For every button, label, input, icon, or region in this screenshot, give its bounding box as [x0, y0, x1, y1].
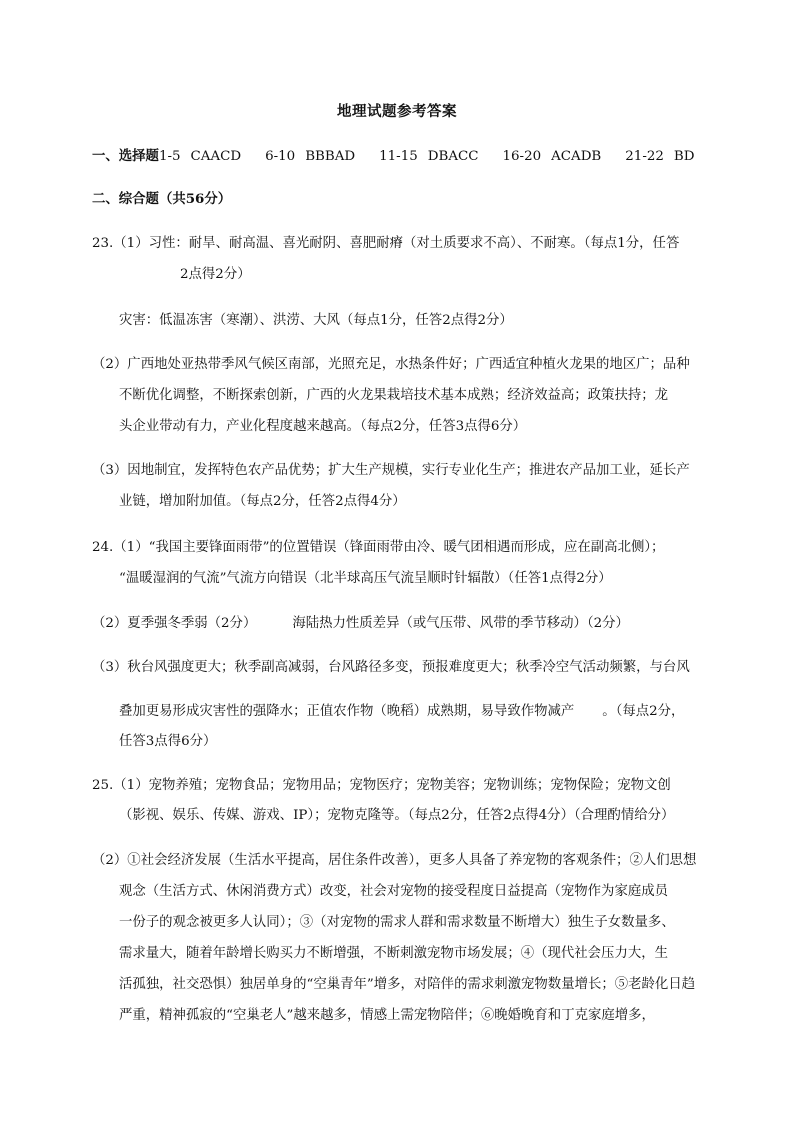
- q23-line: （3）因地制宜，发挥特色农产品优势；扩大生产规模，实行专业化生产；推进农产品加工业，延长产: [92, 463, 690, 478]
- group-answers: CAACD: [190, 149, 242, 164]
- q24-2b: 海陆热力性质差异（或气压带、风带的季节移动）（2分）: [292, 616, 629, 631]
- q25-line: （影视、娱乐、传媒、游戏、IP）；宠物克隆等。（每点2分，任答2点得4分）（合理酌情给分）: [119, 808, 675, 823]
- q23-line: 业链，增加附加值。（每点2分，任答2点得4分）: [119, 494, 406, 509]
- group-range: 16-20: [502, 149, 542, 164]
- q23-line: 灾害：低温冻害（寒潮）、洪涝、大风（每点1分，任答2点得2分）: [119, 313, 513, 328]
- q25-line: 严重，精神孤寂的“空巢老人”越来越多，情感上需宠物陪伴；⑥晚婚晚育和丁克家庭增多，: [119, 1008, 655, 1023]
- q24-line: 24.（1）“我国主要锋面雨带”的位置错误（锋面雨带由冷、暖气团相遇而形成，应在副高北侧）；: [92, 540, 665, 555]
- q25-line: （2）①社会经济发展（生活水平提高，居住条件改善），更多人具备了养宠物的客观条件；②人们思想: [92, 853, 697, 868]
- q23-line: 2点得2分）: [180, 267, 251, 282]
- q24-line: （3）秋台风强度更大；秋季副高减弱，台风路径多变，预报难度更大；秋季冷空气活动频繁，与台风: [92, 660, 690, 675]
- group-range: 11-15: [379, 149, 418, 164]
- page-title: 地理试题参考答案: [337, 103, 457, 120]
- q24-3a: 叠加更易形成灾害性的强降水；正值农作物（晚稻）成熟期，易导致作物减产: [119, 704, 575, 719]
- q23-line: （2）广西地处亚热带季风气候区南部，光照充足，水热条件好；广西适宜种植火龙果的地区广；品种: [92, 357, 690, 372]
- group-answers: ACADB: [551, 149, 602, 164]
- q24-2a: （2）夏季强冬季弱（2分）: [92, 616, 257, 631]
- group-answers: BBBAD: [305, 149, 356, 164]
- section1-heading: 一、选择题: [92, 148, 159, 164]
- q25-line: 一份子的观念被更多人认同）；③（对宠物的需求人群和需求数量不断增大）独生子女数量多、: [119, 915, 675, 930]
- choice-answers-row: [92, 147, 694, 166]
- q23-line: 不断优化调整，不断探索创新，广西的火龙果栽培技术基本成熟；经济效益高；政策扶持；龙: [119, 388, 669, 403]
- q25-line: 活孤独，社交恐惧）独居单身的“空巢青年”增多，对陪伴的需求刺激宠物数量增长；⑤老龄化日趋: [119, 977, 696, 992]
- section2-heading: 二、综合题（共56分）: [92, 191, 232, 207]
- q25-line: 观念（生活方式、休闲消费方式）改变，社会对宠物的接受程度日益提高（宠物作为家庭成员: [119, 884, 669, 899]
- group-range: 1-5: [158, 149, 181, 164]
- q24-3b: 。（每点2分，: [602, 704, 685, 719]
- q24-line: 任答3点得6分）: [119, 734, 217, 749]
- group-answers: BD: [673, 149, 695, 164]
- q25-line: 25.（1）宠物养殖；宠物食品；宠物用品；宠物医疗；宠物美容；宠物训练；宠物保险；宠物文创: [92, 778, 671, 793]
- group-range: 6-10: [265, 149, 296, 164]
- group-range: 21-22: [625, 149, 664, 164]
- q24-line: [92, 615, 629, 633]
- group-answers: DBACC: [427, 149, 479, 164]
- q23-line: 头企业带动有力，产业化程度越来越高。（每点2分，任答3点得6分）: [119, 419, 527, 434]
- q24-line: “温暖湿润的气流”气流方向错误（北半球高压气流呈顺时针辐散）（任答1点得2分）: [119, 571, 612, 586]
- q25-line: 需求量大，随着年龄增长购买力不断增强，不断刺激宠物市场发展；④（现代社会压力大，生: [119, 946, 669, 961]
- q24-line: [119, 703, 684, 721]
- q23-line: 23.（1）习性：耐旱、耐高温、喜光耐阴、喜肥耐瘠（对土质要求不高）、不耐寒。（每点1分，任答: [92, 236, 680, 251]
